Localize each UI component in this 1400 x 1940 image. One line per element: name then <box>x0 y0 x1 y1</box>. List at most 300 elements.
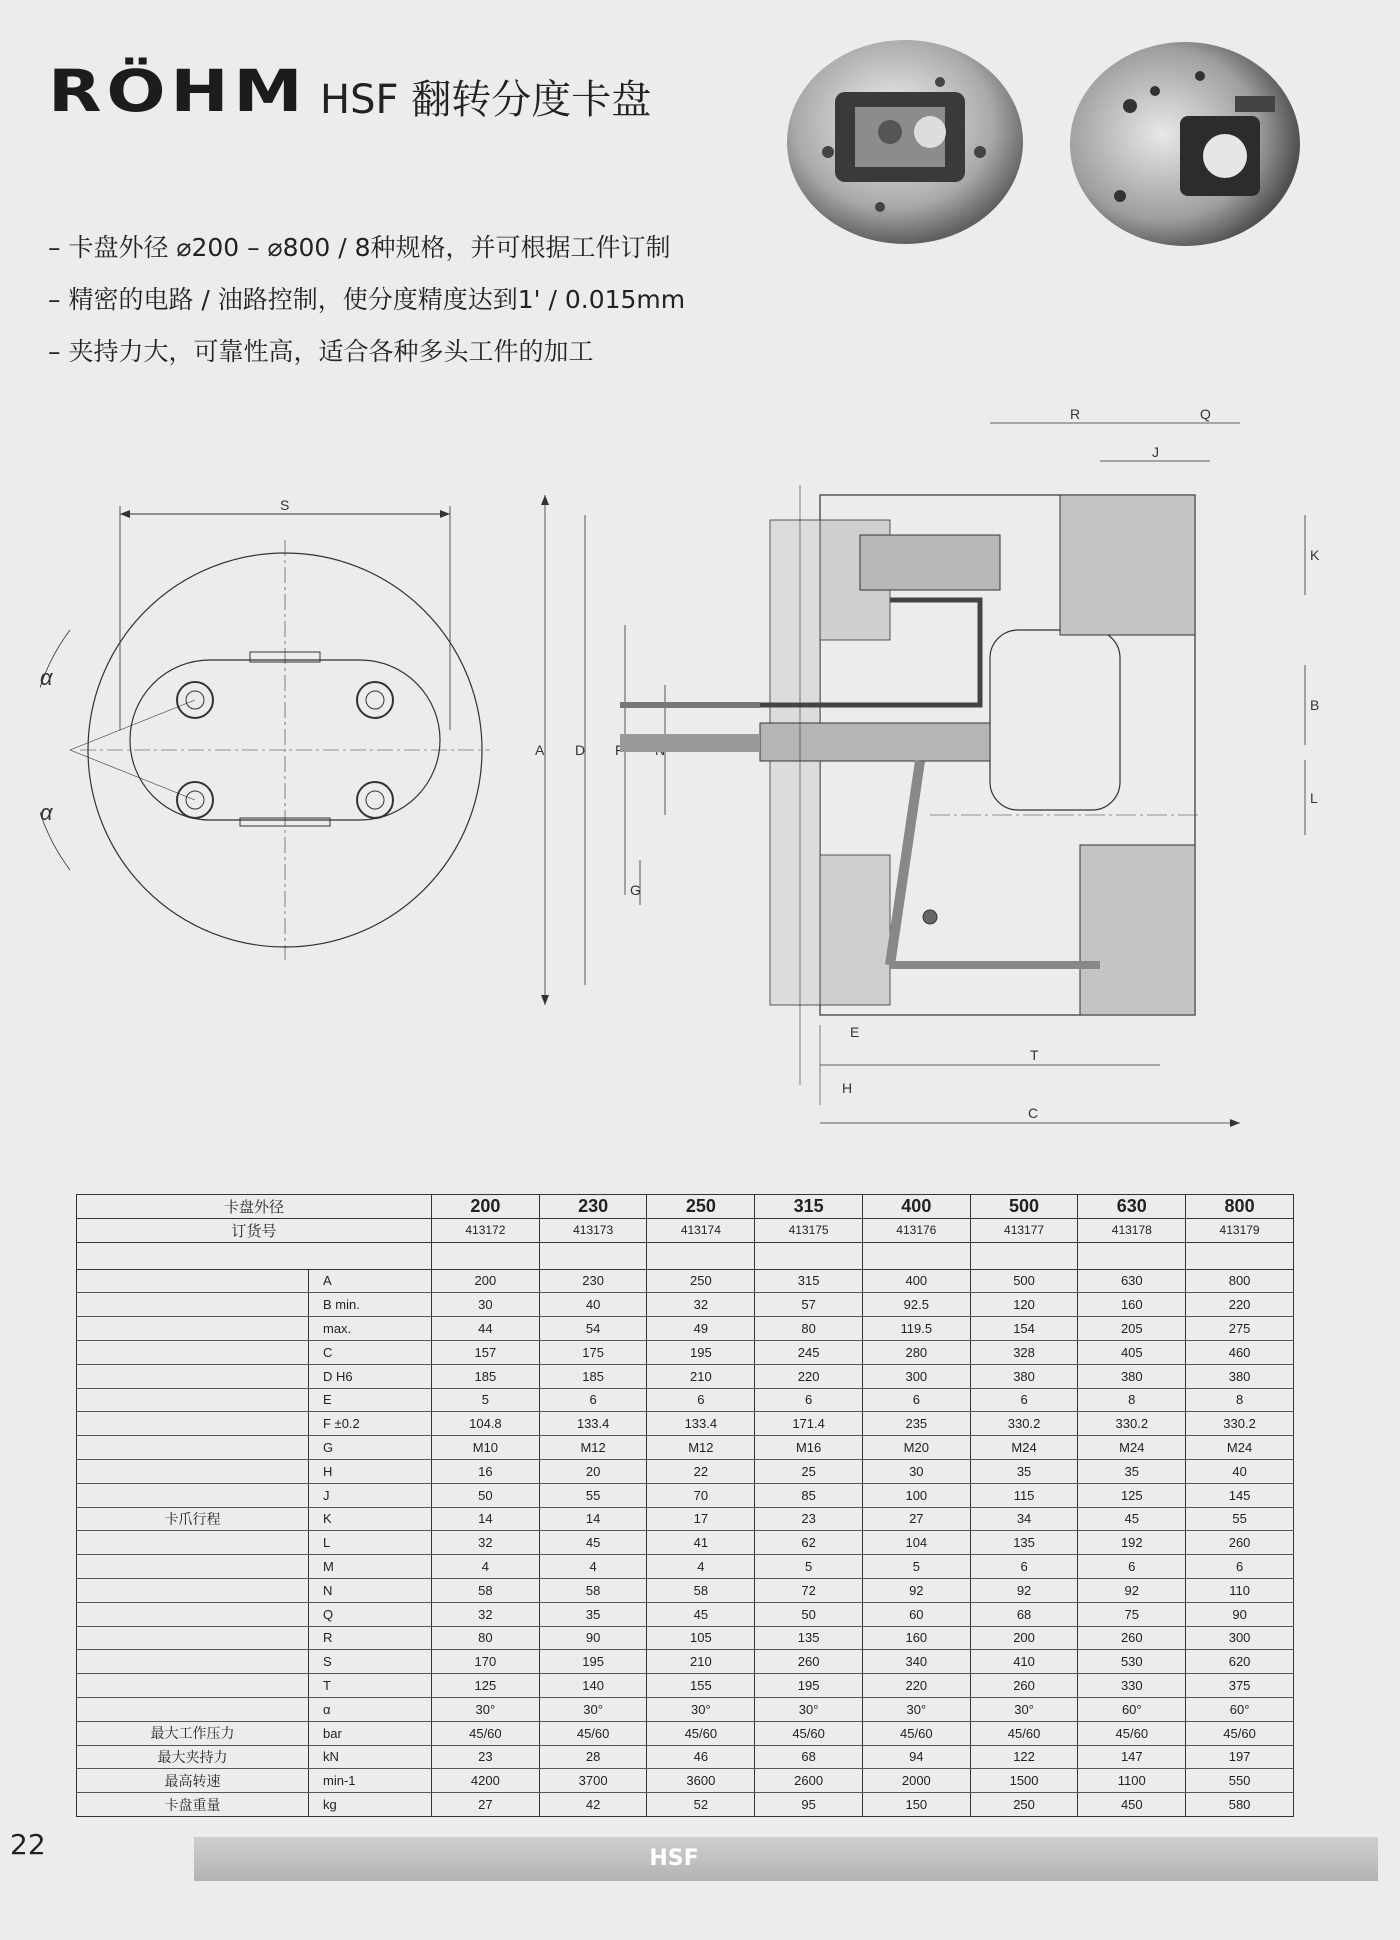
value-cell: M24 <box>970 1436 1078 1460</box>
table-row <box>77 1459 1294 1483</box>
value-cell: 68 <box>755 1745 863 1769</box>
value-cell: M12 <box>539 1436 647 1460</box>
row-symbol: J <box>309 1483 432 1507</box>
value-cell: 235 <box>862 1412 970 1436</box>
value-cell: 32 <box>432 1531 540 1555</box>
value-cell: 330.2 <box>1078 1412 1186 1436</box>
value-cell: 92 <box>970 1578 1078 1602</box>
value-cell: 30° <box>862 1697 970 1721</box>
value-cell: 6 <box>755 1388 863 1412</box>
dim-F-label: F <box>615 742 624 758</box>
row-symbol: T <box>309 1674 432 1698</box>
value-cell: 32 <box>432 1602 540 1626</box>
value-cell: 192 <box>1078 1531 1186 1555</box>
value-cell: 530 <box>1078 1650 1186 1674</box>
row-symbol: G <box>309 1436 432 1460</box>
value-cell: M12 <box>647 1436 755 1460</box>
value-cell: 45/60 <box>432 1721 540 1745</box>
value-cell: 340 <box>862 1650 970 1674</box>
value-cell: 46 <box>647 1745 755 1769</box>
row-symbol: F ±0.2 <box>309 1412 432 1436</box>
order-cell: 413173 <box>539 1218 647 1242</box>
value-cell: 620 <box>1186 1650 1294 1674</box>
value-cell: 260 <box>755 1650 863 1674</box>
value-cell: 280 <box>862 1340 970 1364</box>
dim-Q-label: Q <box>1200 406 1211 422</box>
value-cell: 6 <box>862 1388 970 1412</box>
value-cell: 60° <box>1078 1697 1186 1721</box>
value-cell: 160 <box>862 1626 970 1650</box>
value-cell: 460 <box>1186 1340 1294 1364</box>
size-cell: 400 <box>862 1195 970 1219</box>
value-cell: M24 <box>1078 1436 1186 1460</box>
value-cell: 330.2 <box>970 1412 1078 1436</box>
row-symbol: kg <box>309 1793 432 1817</box>
table-row <box>77 1555 1294 1579</box>
table-row <box>77 1293 1294 1317</box>
dim-K-label: K <box>1310 547 1320 563</box>
value-cell: 50 <box>432 1483 540 1507</box>
value-cell: 245 <box>755 1340 863 1364</box>
value-cell: 75 <box>1078 1602 1186 1626</box>
value-cell: 330 <box>1078 1674 1186 1698</box>
value-cell: 375 <box>1186 1674 1294 1698</box>
value-cell: 155 <box>647 1674 755 1698</box>
value-cell: 35 <box>539 1602 647 1626</box>
value-cell: 115 <box>970 1483 1078 1507</box>
table-row <box>77 1793 1294 1817</box>
front-view-drawing <box>40 480 500 1000</box>
table-row <box>77 1602 1294 1626</box>
size-cell: 200 <box>432 1195 540 1219</box>
table-row <box>77 1412 1294 1436</box>
value-cell: 35 <box>970 1459 1078 1483</box>
value-cell: 45 <box>1078 1507 1186 1531</box>
spacer-cell <box>77 1242 432 1269</box>
value-cell: 328 <box>970 1340 1078 1364</box>
row-label <box>77 1293 309 1317</box>
value-cell: 195 <box>647 1340 755 1364</box>
size-cell: 230 <box>539 1195 647 1219</box>
value-cell: 380 <box>1078 1364 1186 1388</box>
value-cell: 55 <box>539 1483 647 1507</box>
value-cell: 160 <box>1078 1293 1186 1317</box>
row-label <box>77 1483 309 1507</box>
dim-D-label: D <box>575 742 586 758</box>
value-cell: 140 <box>539 1674 647 1698</box>
value-cell: 14 <box>539 1507 647 1531</box>
row-symbol: max. <box>309 1317 432 1341</box>
table-row <box>77 1340 1294 1364</box>
value-cell: 630 <box>1078 1269 1186 1293</box>
row-label: 最高转速 <box>77 1769 309 1793</box>
value-cell: 95 <box>755 1793 863 1817</box>
value-cell: 4 <box>539 1555 647 1579</box>
row-symbol: E <box>309 1388 432 1412</box>
value-cell: 4200 <box>432 1769 540 1793</box>
value-cell: 195 <box>539 1650 647 1674</box>
value-cell: 35 <box>1078 1459 1186 1483</box>
table-row <box>77 1483 1294 1507</box>
table-row <box>77 1674 1294 1698</box>
value-cell: 119.5 <box>862 1317 970 1341</box>
value-cell: 70 <box>647 1483 755 1507</box>
value-cell: 2600 <box>755 1769 863 1793</box>
order-number-row <box>77 1218 1294 1242</box>
spec-table <box>76 1194 1294 1817</box>
value-cell: 30° <box>647 1697 755 1721</box>
value-cell: 260 <box>970 1674 1078 1698</box>
row-symbol: Q <box>309 1602 432 1626</box>
alpha-label: α <box>40 800 53 825</box>
value-cell: 300 <box>1186 1626 1294 1650</box>
order-cell: 413175 <box>755 1218 863 1242</box>
value-cell: 1500 <box>970 1769 1078 1793</box>
spacer-cell <box>539 1242 647 1269</box>
value-cell: 210 <box>647 1650 755 1674</box>
value-cell: 30° <box>432 1697 540 1721</box>
value-cell: 85 <box>755 1483 863 1507</box>
value-cell: 500 <box>970 1269 1078 1293</box>
rohm-logo: RÖHM <box>48 57 308 125</box>
dim-J-label: J <box>1152 444 1159 460</box>
row-symbol: bar <box>309 1721 432 1745</box>
value-cell: 400 <box>862 1269 970 1293</box>
value-cell: 104.8 <box>432 1412 540 1436</box>
value-cell: 205 <box>1078 1317 1186 1341</box>
row-label: 卡盘重量 <box>77 1793 309 1817</box>
spacer-cell <box>647 1242 755 1269</box>
row-label <box>77 1412 309 1436</box>
value-cell: 4 <box>432 1555 540 1579</box>
table-row <box>77 1626 1294 1650</box>
value-cell: 195 <box>755 1674 863 1698</box>
value-cell: 8 <box>1186 1388 1294 1412</box>
row-symbol: kN <box>309 1745 432 1769</box>
value-cell: 30° <box>755 1697 863 1721</box>
row-label: 最大夹持力 <box>77 1745 309 1769</box>
value-cell: 25 <box>755 1459 863 1483</box>
size-cell: 250 <box>647 1195 755 1219</box>
value-cell: 49 <box>647 1317 755 1341</box>
value-cell: 90 <box>1186 1602 1294 1626</box>
row-label <box>77 1674 309 1698</box>
value-cell: 550 <box>1186 1769 1294 1793</box>
row-symbol: K <box>309 1507 432 1531</box>
row-symbol: M <box>309 1555 432 1579</box>
value-cell: 330.2 <box>1186 1412 1294 1436</box>
spacer-cell <box>1078 1242 1186 1269</box>
spacer-cell <box>432 1242 540 1269</box>
value-cell: 94 <box>862 1745 970 1769</box>
value-cell: 3700 <box>539 1769 647 1793</box>
order-cell: 413172 <box>432 1218 540 1242</box>
row-label <box>77 1340 309 1364</box>
value-cell: 14 <box>432 1507 540 1531</box>
size-cell: 315 <box>755 1195 863 1219</box>
value-cell: 580 <box>1186 1793 1294 1817</box>
value-cell: 133.4 <box>539 1412 647 1436</box>
value-cell: 5 <box>862 1555 970 1579</box>
value-cell: 450 <box>1078 1793 1186 1817</box>
value-cell: 405 <box>1078 1340 1186 1364</box>
value-cell: 150 <box>862 1793 970 1817</box>
table-row <box>77 1650 1294 1674</box>
value-cell: 6 <box>970 1555 1078 1579</box>
order-cell: 413179 <box>1186 1218 1294 1242</box>
value-cell: 125 <box>432 1674 540 1698</box>
table-row <box>77 1388 1294 1412</box>
spacer-cell <box>1186 1242 1294 1269</box>
value-cell: 58 <box>647 1578 755 1602</box>
product-photo-1 <box>780 32 1030 252</box>
spacer-cell <box>862 1242 970 1269</box>
row-label <box>77 1602 309 1626</box>
value-cell: 60° <box>1186 1697 1294 1721</box>
row-symbol: min-1 <box>309 1769 432 1793</box>
product-photo-2 <box>1060 36 1310 256</box>
row-label: 卡爪行程 <box>77 1507 309 1531</box>
page-title: HSF 翻转分度卡盘 <box>320 77 652 123</box>
value-cell: 23 <box>755 1507 863 1531</box>
value-cell: 80 <box>755 1317 863 1341</box>
value-cell: 410 <box>970 1650 1078 1674</box>
table-row <box>77 1531 1294 1555</box>
value-cell: M16 <box>755 1436 863 1460</box>
row-label <box>77 1650 309 1674</box>
size-cell: 500 <box>970 1195 1078 1219</box>
value-cell: 17 <box>647 1507 755 1531</box>
dim-S-label: S <box>280 497 290 513</box>
dim-T-label: T <box>1030 1047 1039 1063</box>
value-cell: 1100 <box>1078 1769 1186 1793</box>
table-row <box>77 1721 1294 1745</box>
value-cell: 92 <box>862 1578 970 1602</box>
value-cell: 68 <box>970 1602 1078 1626</box>
section-view-drawing <box>520 405 1350 1145</box>
value-cell: 250 <box>647 1269 755 1293</box>
size-cell: 800 <box>1186 1195 1294 1219</box>
value-cell: 380 <box>970 1364 1078 1388</box>
row-label <box>77 1578 309 1602</box>
value-cell: 6 <box>647 1388 755 1412</box>
value-cell: 135 <box>755 1626 863 1650</box>
order-cell: 413176 <box>862 1218 970 1242</box>
value-cell: 175 <box>539 1340 647 1364</box>
row-label <box>77 1531 309 1555</box>
value-cell: 6 <box>1078 1555 1186 1579</box>
value-cell: 34 <box>970 1507 1078 1531</box>
value-cell: 230 <box>539 1269 647 1293</box>
spec-body <box>77 1269 1294 1816</box>
dim-L-label: L <box>1310 790 1318 806</box>
value-cell: 45 <box>539 1531 647 1555</box>
row-symbol: D H6 <box>309 1364 432 1388</box>
dim-H-label: H <box>842 1080 853 1096</box>
table-row <box>77 1436 1294 1460</box>
value-cell: 45 <box>647 1602 755 1626</box>
value-cell: 200 <box>970 1626 1078 1650</box>
value-cell: 42 <box>539 1793 647 1817</box>
value-cell: 58 <box>432 1578 540 1602</box>
value-cell: 5 <box>432 1388 540 1412</box>
value-cell: 45/60 <box>755 1721 863 1745</box>
table-row <box>77 1507 1294 1531</box>
value-cell: 54 <box>539 1317 647 1341</box>
row-label <box>77 1626 309 1650</box>
value-cell: 135 <box>970 1531 1078 1555</box>
value-cell: 45/60 <box>647 1721 755 1745</box>
value-cell: 185 <box>539 1364 647 1388</box>
row-symbol: L <box>309 1531 432 1555</box>
value-cell: 45/60 <box>539 1721 647 1745</box>
row-label <box>77 1436 309 1460</box>
value-cell: 197 <box>1186 1745 1294 1769</box>
value-cell: 100 <box>862 1483 970 1507</box>
page-number: 22 <box>10 1828 46 1861</box>
value-cell: 171.4 <box>755 1412 863 1436</box>
value-cell: 800 <box>1186 1269 1294 1293</box>
value-cell: 4 <box>647 1555 755 1579</box>
value-cell: 23 <box>432 1745 540 1769</box>
label-diameter: 卡盘外径 <box>77 1195 432 1219</box>
table-row <box>77 1578 1294 1602</box>
value-cell: 154 <box>970 1317 1078 1341</box>
value-cell: 30° <box>970 1697 1078 1721</box>
value-cell: 260 <box>1186 1531 1294 1555</box>
table-row <box>77 1317 1294 1341</box>
value-cell: 44 <box>432 1317 540 1341</box>
value-cell: 157 <box>432 1340 540 1364</box>
value-cell: 32 <box>647 1293 755 1317</box>
value-cell: 220 <box>1186 1293 1294 1317</box>
dim-A-label: A <box>535 742 545 758</box>
row-label <box>77 1269 309 1293</box>
value-cell: 57 <box>755 1293 863 1317</box>
value-cell: 52 <box>647 1793 755 1817</box>
row-symbol: S <box>309 1650 432 1674</box>
value-cell: 45/60 <box>1186 1721 1294 1745</box>
value-cell: 58 <box>539 1578 647 1602</box>
table-header-row <box>77 1195 1294 1219</box>
row-label <box>77 1317 309 1341</box>
value-cell: 16 <box>432 1459 540 1483</box>
value-cell: 40 <box>1186 1459 1294 1483</box>
row-symbol: N <box>309 1578 432 1602</box>
value-cell: 120 <box>970 1293 1078 1317</box>
value-cell: M20 <box>862 1436 970 1460</box>
size-cell: 630 <box>1078 1195 1186 1219</box>
table-row <box>77 1745 1294 1769</box>
table-row <box>77 1364 1294 1388</box>
value-cell: 147 <box>1078 1745 1186 1769</box>
row-symbol: α <box>309 1697 432 1721</box>
value-cell: 28 <box>539 1745 647 1769</box>
value-cell: 300 <box>862 1364 970 1388</box>
value-cell: 104 <box>862 1531 970 1555</box>
row-label <box>77 1364 309 1388</box>
value-cell: 50 <box>755 1602 863 1626</box>
value-cell: 27 <box>432 1793 540 1817</box>
row-label: 最大工作压力 <box>77 1721 309 1745</box>
label-order: 订货号 <box>77 1218 432 1242</box>
value-cell: 133.4 <box>647 1412 755 1436</box>
spacer-cell <box>755 1242 863 1269</box>
value-cell: 5 <box>755 1555 863 1579</box>
row-label <box>77 1459 309 1483</box>
value-cell: 275 <box>1186 1317 1294 1341</box>
value-cell: 40 <box>539 1293 647 1317</box>
alpha-label: α <box>40 665 53 690</box>
row-symbol: B min. <box>309 1293 432 1317</box>
value-cell: 3600 <box>647 1769 755 1793</box>
value-cell: 315 <box>755 1269 863 1293</box>
value-cell: 2000 <box>862 1769 970 1793</box>
value-cell: 20 <box>539 1459 647 1483</box>
value-cell: 80 <box>432 1626 540 1650</box>
footer-section-label: HSF <box>649 1846 699 1871</box>
row-label <box>77 1388 309 1412</box>
value-cell: 41 <box>647 1531 755 1555</box>
value-cell: 45/60 <box>862 1721 970 1745</box>
value-cell: 110 <box>1186 1578 1294 1602</box>
value-cell: 260 <box>1078 1626 1186 1650</box>
row-label <box>77 1697 309 1721</box>
order-cell: 413174 <box>647 1218 755 1242</box>
value-cell: 30° <box>539 1697 647 1721</box>
value-cell: M10 <box>432 1436 540 1460</box>
value-cell: 45/60 <box>1078 1721 1186 1745</box>
value-cell: 200 <box>432 1269 540 1293</box>
dim-N-label: N <box>655 742 666 758</box>
table-row <box>77 1269 1294 1293</box>
row-symbol: A <box>309 1269 432 1293</box>
spacer-row <box>77 1242 1294 1269</box>
value-cell: 185 <box>432 1364 540 1388</box>
value-cell: 6 <box>539 1388 647 1412</box>
value-cell: 60 <box>862 1602 970 1626</box>
feature-list <box>48 222 685 378</box>
value-cell: 210 <box>647 1364 755 1388</box>
value-cell: 45/60 <box>970 1721 1078 1745</box>
dim-R-label: R <box>1070 406 1081 422</box>
value-cell: 6 <box>1186 1555 1294 1579</box>
value-cell: 105 <box>647 1626 755 1650</box>
row-label <box>77 1555 309 1579</box>
row-symbol: R <box>309 1626 432 1650</box>
dim-E-label: E <box>850 1024 860 1040</box>
order-cell: 413177 <box>970 1218 1078 1242</box>
table-row <box>77 1697 1294 1721</box>
value-cell: 27 <box>862 1507 970 1531</box>
value-cell: 125 <box>1078 1483 1186 1507</box>
dim-G-label: G <box>630 882 641 898</box>
value-cell: 145 <box>1186 1483 1294 1507</box>
value-cell: 30 <box>432 1293 540 1317</box>
spacer-cell <box>970 1242 1078 1269</box>
value-cell: 55 <box>1186 1507 1294 1531</box>
feature-item: – 精密的电路 / 油路控制，使分度精度达到1' / 0.015mm <box>48 285 686 314</box>
value-cell: 8 <box>1078 1388 1186 1412</box>
value-cell: M24 <box>1186 1436 1294 1460</box>
value-cell: 22 <box>647 1459 755 1483</box>
value-cell: 6 <box>970 1388 1078 1412</box>
value-cell: 92.5 <box>862 1293 970 1317</box>
value-cell: 122 <box>970 1745 1078 1769</box>
row-symbol: C <box>309 1340 432 1364</box>
value-cell: 380 <box>1186 1364 1294 1388</box>
value-cell: 220 <box>755 1364 863 1388</box>
